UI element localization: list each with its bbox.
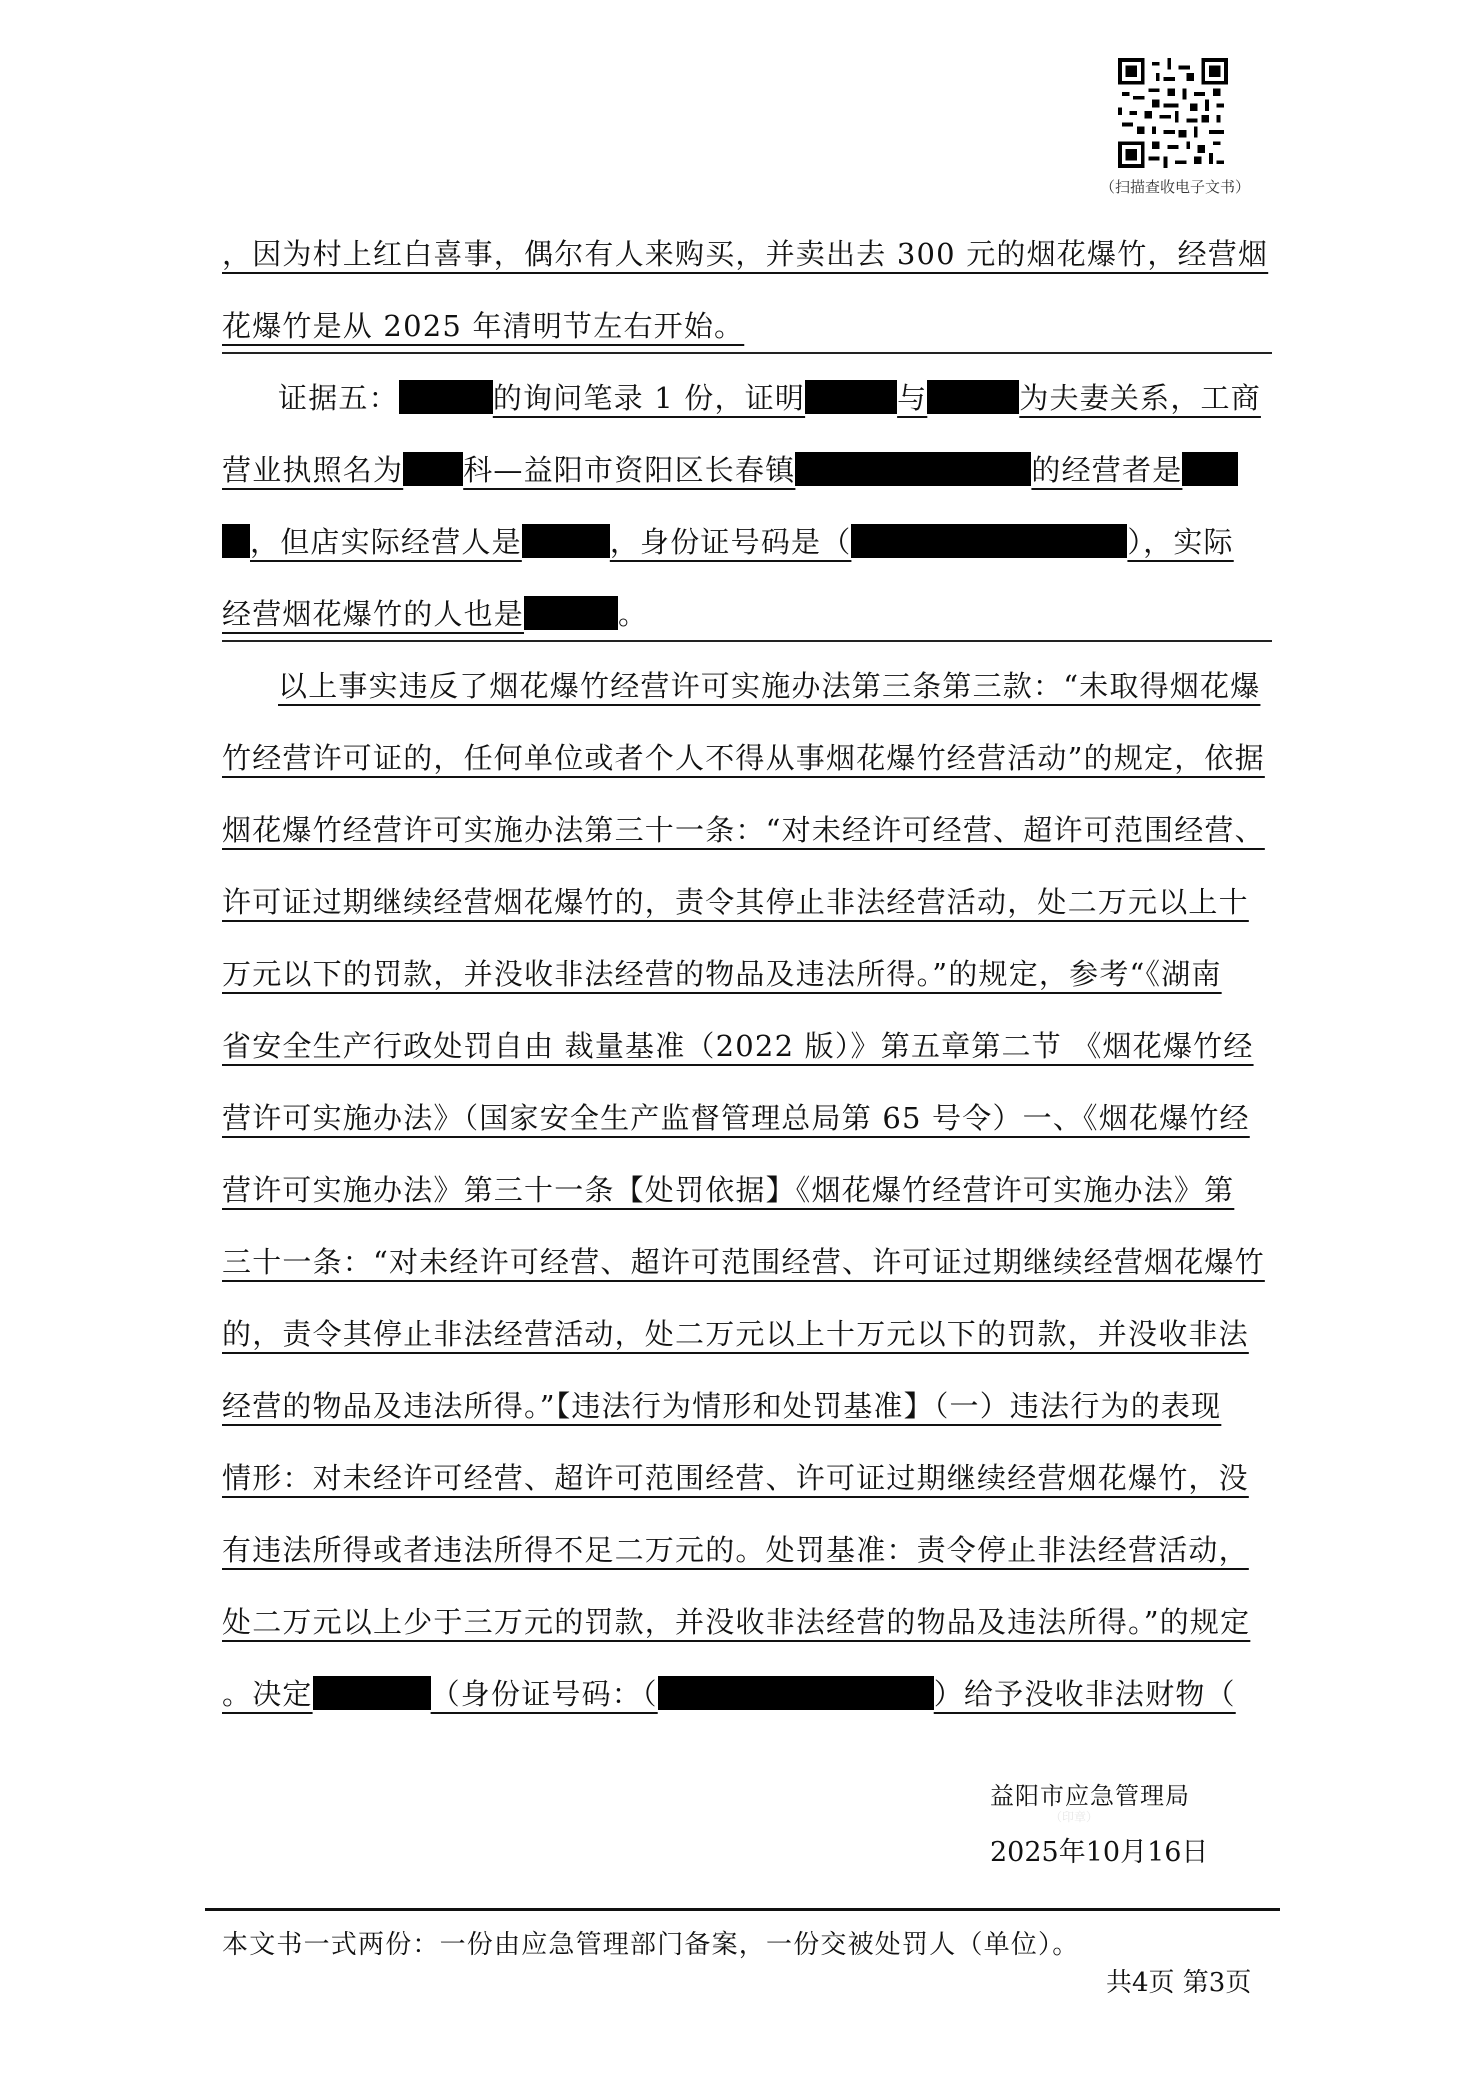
text-line — [222, 1168, 1270, 1240]
line-text: 的，责令其停止非法经营活动，处二万元以上十万元以下的罚款，并没收非法 — [222, 1317, 1249, 1351]
line-text: ，身份证号码是（ — [609, 525, 852, 559]
line-text: 营许可实施办法》（国家安全生产监督管理总局第 65 号令）一、《烟花爆竹经 — [222, 1101, 1250, 1135]
text-line — [222, 808, 1270, 880]
redaction-block — [805, 380, 897, 414]
redaction-block — [851, 524, 1127, 558]
footer-divider — [205, 1908, 1280, 1911]
line-text: 三十一条：“对未经许可经营、超许可范围经营、许可证过期继续经营烟花爆竹 — [222, 1245, 1265, 1279]
text-line — [222, 736, 1270, 808]
redaction-block — [313, 1676, 431, 1710]
text-line — [222, 1312, 1270, 1384]
line-text: ，因为村上红白喜事，偶尔有人来购买，并卖出去 300 元的烟花爆竹，经营烟 — [222, 237, 1269, 271]
text-line — [222, 1672, 1270, 1744]
line-text: ）给予没收非法财物（ — [933, 1677, 1236, 1711]
line-text: ），实际 — [1127, 525, 1234, 559]
line-text: 营许可实施办法》第三十一条【处罚依据】《烟花爆竹经营许可实施办法》第 — [222, 1173, 1235, 1207]
issuing-authority: 益阳市应急管理局 — [990, 1782, 1190, 1810]
line-text: 情形：对未经许可经营、超许可范围经营、许可证过期继续经营烟花爆竹，没 — [222, 1461, 1249, 1495]
redaction-block — [658, 1676, 934, 1710]
line-text: 万元以下的罚款，并没收非法经营的物品及违法所得。”的规定，参考“《湖南 — [222, 957, 1222, 991]
line-text: 。决定 — [222, 1677, 313, 1711]
text-line — [222, 592, 1270, 664]
redaction-block — [403, 452, 463, 486]
redaction-block — [795, 452, 1031, 486]
line-text: 烟花爆竹经营许可实施办法第三十一条：“对未经许可经营、超许可范围经营、 — [222, 813, 1265, 847]
line-text: 。 — [618, 597, 649, 631]
text-line — [222, 376, 1270, 448]
text-line — [222, 1384, 1270, 1456]
text-line — [222, 1600, 1270, 1672]
redaction-block — [399, 380, 493, 414]
text-line — [222, 232, 1270, 304]
line-text: 有违法所得或者违法所得不足二万元的。处罚基准：责令停止非法经营活动， — [222, 1533, 1249, 1567]
line-text: 经营的物品及违法所得。”【违法行为情形和处罚基准】（一）违法行为的表现 — [222, 1389, 1222, 1423]
redaction-block — [522, 524, 610, 558]
redaction-block — [1182, 452, 1238, 486]
line-text: 的经营者是 — [1031, 453, 1183, 487]
line-text: 与 — [897, 381, 928, 415]
line-text: ，但店实际经营人是 — [250, 525, 522, 559]
text-line — [222, 952, 1270, 1024]
footer-note: 本文书一式两份：一份由应急管理部门备案，一份交被处罚人（单位）。 — [222, 1930, 1080, 1960]
document-body — [222, 232, 1270, 1744]
text-line — [222, 448, 1270, 520]
line-text: 营业执照名为 — [222, 453, 404, 487]
line-text: 为夫妻关系，工商 — [1019, 381, 1261, 415]
text-line — [222, 304, 1270, 376]
page-count: 共4页 第3页 — [1106, 1968, 1252, 1998]
text-line — [222, 880, 1270, 952]
line-text: 证据五： — [278, 381, 399, 415]
seal-mark: （印章） — [1050, 1810, 1099, 1824]
line-text: 花爆竹是从 2025 年清明节左右开始。 — [222, 309, 745, 343]
redaction-block — [222, 524, 250, 558]
redaction-block — [927, 380, 1019, 414]
issue-date: 2025年10月16日 — [990, 1837, 1209, 1868]
line-text: 以上事实违反了烟花爆竹经营许可实施办法第三条第三款：“未取得烟花爆 — [278, 669, 1261, 703]
text-line — [222, 1096, 1270, 1168]
line-text: 竹经营许可证的，任何单位或者个人不得从事烟花爆竹经营活动”的规定，依据 — [222, 741, 1265, 775]
redaction-block — [524, 596, 618, 630]
line-text: 许可证过期继续经营烟花爆竹的，责令其停止非法经营活动，处二万元以上十 — [222, 885, 1249, 919]
line-text: 的询问笔录 1 份，证明 — [492, 381, 806, 415]
text-line — [222, 664, 1270, 736]
line-text: 处二万元以上少于三万元的罚款，并没收非法经营的物品及违法所得。”的规定 — [222, 1605, 1251, 1639]
line-text: 省安全生产行政处罚自由 裁量基准（2022 版）》第五章第二节 《烟花爆竹经 — [222, 1029, 1254, 1063]
underline-rule — [222, 352, 1272, 354]
text-line — [222, 1024, 1270, 1096]
text-line — [222, 520, 1270, 592]
line-text: 科—益阳市资阳区长春镇 — [463, 453, 796, 487]
text-line — [222, 1456, 1270, 1528]
text-line — [222, 1528, 1270, 1600]
qr-code-icon — [1118, 58, 1228, 168]
line-text: （身份证号码：（ — [430, 1677, 658, 1711]
text-line — [222, 1240, 1270, 1312]
underline-rule — [222, 640, 1272, 642]
qr-caption: （扫描查收电子文书） — [1099, 178, 1250, 196]
line-text: 经营烟花爆竹的人也是 — [222, 597, 525, 631]
